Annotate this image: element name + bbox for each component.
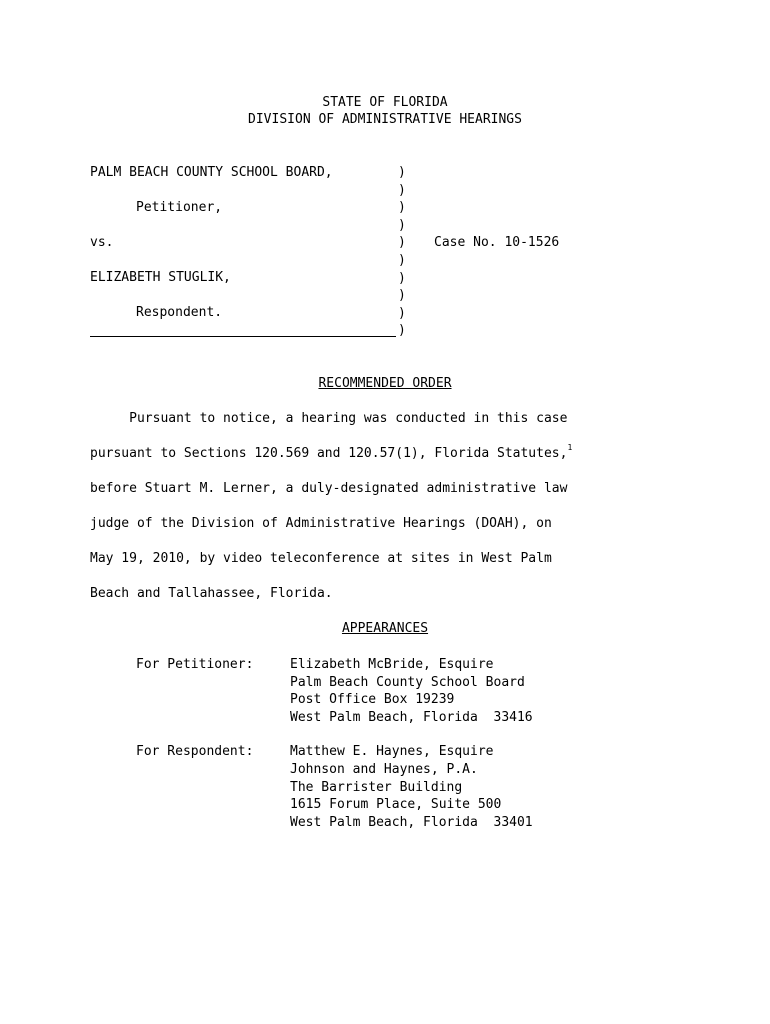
case-number: Case No. 10-1526: [434, 235, 560, 250]
body-line-2-text: pursuant to Sections 120.569 and 120.57(1), Florida Statutes,: [90, 446, 568, 461]
caption-petitioner-name: PALM BEACH COUNTY SCHOOL BOARD,: [90, 165, 333, 180]
respondent-counsel-line-3: The Barrister Building: [290, 780, 463, 795]
petitioner-counsel-line-1: Elizabeth McBride, Esquire: [290, 657, 494, 672]
appearances-title: APPEARANCES: [341, 621, 429, 636]
petitioner-counsel-line-3: Post Office Box 19239: [290, 692, 455, 707]
respondent-counsel-line-4: 1615 Forum Place, Suite 500: [290, 797, 502, 812]
petitioner-counsel-line-2: Palm Beach County School Board: [290, 675, 525, 690]
body-line-4: judge of the Division of Administrative Hearings (DOAH), on: [90, 516, 552, 531]
body-line-3: before Stuart M. Lerner, a duly-designated administrative law: [90, 481, 568, 496]
body-line-2: [90, 443, 573, 463]
body-line-6: Beach and Tallahassee, Florida.: [90, 586, 333, 601]
body-line-1: Pursuant to notice, a hearing was conducted in this case: [90, 411, 568, 426]
caption-petitioner-role: Petitioner,: [136, 200, 223, 215]
petitioner-label: For Petitioner:: [136, 657, 254, 672]
petitioner-counsel-line-4: West Palm Beach, Florida 33416: [290, 710, 533, 725]
caption-respondent-name: ELIZABETH STUGLIK,: [90, 270, 231, 285]
respondent-counsel-line-2: Johnson and Haynes, P.A.: [290, 762, 478, 777]
caption-versus: vs.: [90, 235, 114, 250]
order-title: RECOMMENDED ORDER: [318, 376, 452, 391]
header-division: DIVISION OF ADMINISTRATIVE HEARINGS: [248, 112, 522, 127]
respondent-counsel-line-5: West Palm Beach, Florida 33401: [290, 815, 533, 830]
footnote-reference[interactable]: 1: [567, 443, 573, 452]
caption-rule: [90, 336, 396, 337]
respondent-label: For Respondent:: [136, 744, 254, 759]
respondent-counsel-line-1: Matthew E. Haynes, Esquire: [290, 744, 494, 759]
caption-respondent-role: Respondent.: [136, 305, 223, 320]
body-line-5: May 19, 2010, by video teleconference at sites in West Palm: [90, 551, 552, 566]
header-state: STATE OF FLORIDA: [322, 95, 448, 110]
caption-brackets: ) ) ) ) ) ) ) ) ) ): [398, 165, 406, 339]
